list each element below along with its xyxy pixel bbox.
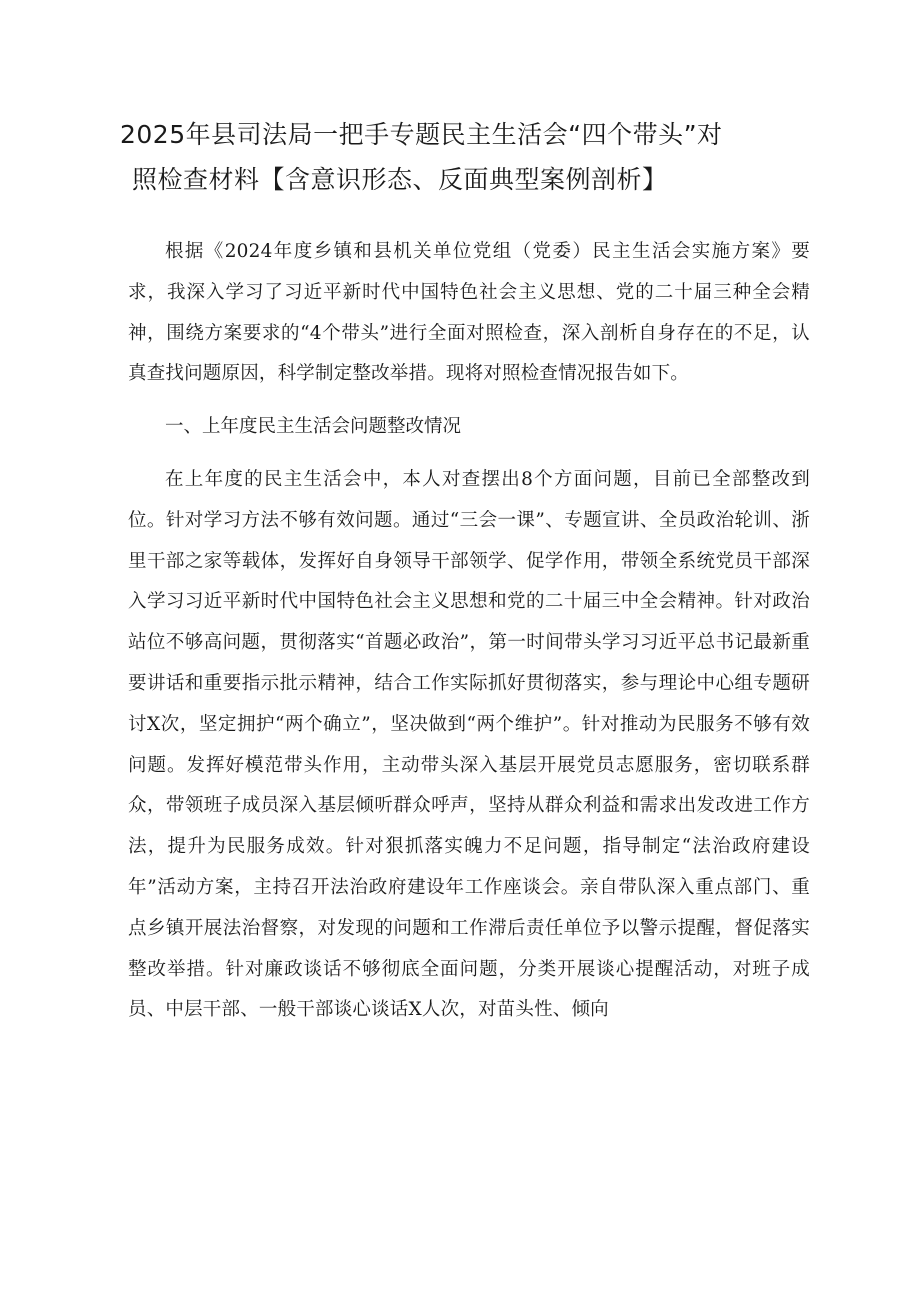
document-body — [128, 232, 810, 1031]
body-paragraph: 在上年度的民主生活会中，本人对查摆出8个方面问题，目前已全部整改到位。针对学习方法不够有效问题。通过“三会一课”、专题宣讲、全员政治轮训、浙里干部之家等载体，发挥好自身领导干部领学、促学作用，带领全系统党员干部深入学习习近平新时代中国特色社会主义思想和党的二十届三中全会精神。针对政治站位不够高问题，贯彻落实“首题必政治”，第一时间带头学习习近平总书记最新重要讲话和重要指示批示精神，结合工作实际抓好贯彻落实，参与理论中心组专题研讨X次，坚定拥护“两个确立”，坚决做到“两个维护”。针对推动为民服务不够有效问题。发挥好模范带头作用，主动带头深入基层开展党员志愿服务，密切联系群众，带领班子成员深入基层倾听群众呼声，坚持从群众利益和需求出发改进工作方法，提升为民服务成效。针对狠抓落实魄力不足问题，指导制定“法治政府建设年”活动方案，主持召开法治政府建设年工作座谈会。亲自带队深入重点部门、重点乡镇开展法治督察，对发现的问题和工作滞后责任单位予以警示提醒，督促落实整改举措。针对廉政谈话不够彻底全面问题，分类开展谈心提醒活动，对班子成员、中层干部、一般干部谈心谈话X人次，对苗头性、倾向 — [128, 468, 810, 1021]
intro-paragraph: 根据《2024年度乡镇和县机关单位党组（党委）民主生活会实施方案》要求，我深入学习了习近平新时代中国特色社会主义思想、党的二十届三种全会精神，围绕方案要求的“4个带头”进行全面对照检查，深入剖析自身存在的不足，认真查找问题原因，科学制定整改举措。现将对照检查情况报告如下。 — [128, 241, 810, 385]
document-title — [120, 112, 810, 202]
document-title-line-2: 照检查材料【含意识形态、反面典型案例剖析】 — [132, 165, 668, 194]
section-heading: 一、上年度民主生活会问题整改情况 — [165, 416, 462, 438]
document-title-line-1: 2025年县司法局一把手专题民主生活会“四个带头”对 — [120, 120, 723, 149]
